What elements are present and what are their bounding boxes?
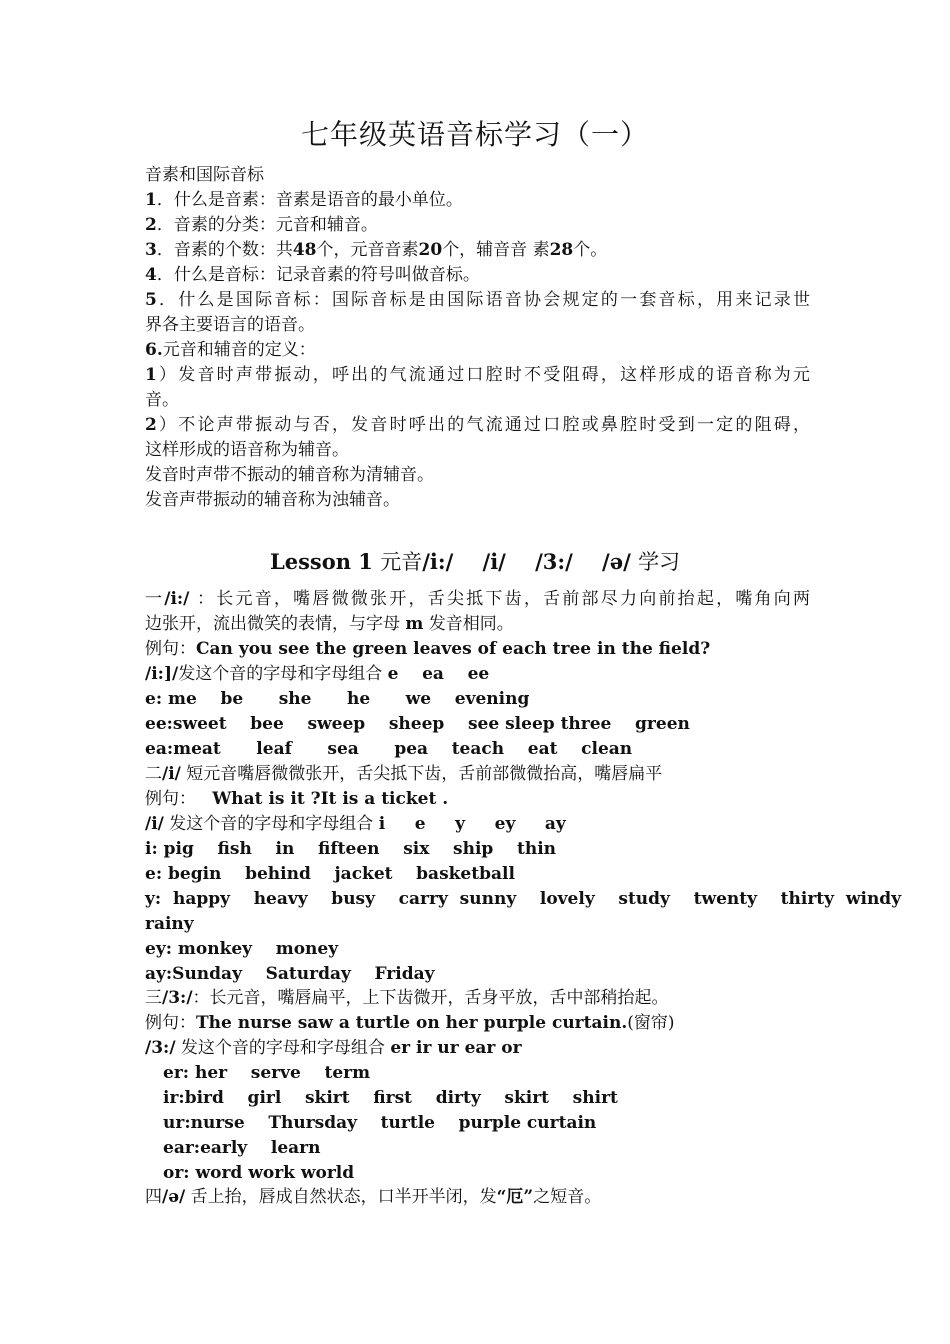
definition-1: 1）发音时声带振动，呼出的气流通过口腔时不受阻碍，这样形成的语音称为元 [145, 365, 810, 385]
intro-item-2: 2．音素的分类：元音和辅音。 [145, 215, 378, 235]
intro-item-4: 4．什么是音标：记录音素的符号叫做音标。 [145, 265, 480, 285]
words-y-cont: rainy [145, 914, 194, 934]
intro-item-5: 5．什么是国际音标：国际音标是由国际语音协会规定的一套音标，用来记录世 [145, 290, 810, 310]
letters-i-long: /i:]/发这个音的字母和字母组合 e ea ee [145, 664, 490, 684]
definition-1-cont: 音。 [145, 390, 179, 410]
letters-i-short: /i/ 发这个音的字母和字母组合 i e y ey ay [145, 814, 566, 834]
voiceless-note: 发音时声带不振动的辅音称为清辅音。 [145, 465, 434, 485]
example-sentence-1: 例句：Can you see the green leaves of each tree in the field? [145, 639, 711, 659]
words-i: i: pig fish in fifteen six ship thin [145, 839, 557, 859]
words-ur: ur:nurse Thursday turtle purple curtain [163, 1113, 597, 1133]
words-er: er: her serve term [163, 1063, 371, 1083]
definition-2-cont: 这样形成的语音称为辅音。 [145, 440, 349, 460]
lesson-heading: Lesson 1 元音/i:/ /i/ /3:/ /ə/ 学习 [269, 549, 681, 574]
definition-2: 2）不论声带振动与否，发音时呼出的气流通过口腔或鼻腔时受到一定的阻碍， [145, 415, 810, 435]
intro-item-6: 6.元音和辅音的定义： [145, 340, 316, 360]
words-y: y: happy heavy busy carry sunny lovely study twenty thirty windy [145, 889, 902, 909]
vowel-schwa-desc: 四/ə/ 舌上抬，唇成自然状态，口半开半闭，发“厄”之短音。 [145, 1187, 602, 1207]
words-ay: ay:Sunday Saturday Friday [145, 964, 435, 984]
words-ea: ea:meat leaf sea pea teach eat clean [145, 739, 633, 759]
intro-heading: 音素和国际音标 [145, 165, 264, 185]
vowel-i-long-desc-cont: 边张开，流出微笑的表情，与字母 m 发音相同。 [145, 614, 514, 634]
words-ey: ey: monkey money [145, 939, 339, 959]
vowel-i-long-desc: 一/i:/ ：长元音，嘴唇微微张开，舌尖抵下齿，舌前部尽力向前抬起，嘴角向两 [145, 589, 811, 609]
vowel-i-short-desc: 二/i/ 短元音嘴唇微微张开，舌尖抵下齿，舌前部微微抬高，嘴唇扁平 [145, 764, 663, 784]
intro-item-3: 3．音素的个数：共48个，元音音素20个，辅音音 素28个。 [145, 240, 608, 260]
words-e-short: e: begin behind jacket basketball [145, 864, 515, 884]
vowel-3-long-desc: 三/3:/：长元音，嘴唇扁平，上下齿微开，舌身平放，舌中部稍抬起。 [145, 988, 669, 1008]
intro-item-1: 1．什么是音素：音素是语音的最小单位。 [145, 190, 463, 210]
letters-3-long: /3:/ 发这个音的字母和字母组合 er ir ur ear or [145, 1038, 522, 1058]
words-ir: ir:bird girl skirt first dirty skirt shirt [163, 1088, 618, 1108]
words-e: e: me be she he we evening [145, 689, 530, 709]
example-sentence-2: 例句： What is it ?It is a ticket . [145, 789, 449, 809]
words-or: or: word work world [163, 1163, 355, 1183]
words-ee: ee:sweet bee sweep sheep see sleep three green [145, 714, 690, 734]
words-ear: ear:early learn [163, 1138, 321, 1158]
example-sentence-3: 例句：The nurse saw a turtle on her purple curtain.(窗帘) [145, 1013, 675, 1033]
page-title: 七年级英语音标学习（一） [300, 118, 649, 151]
voiced-note: 发音声带振动的辅音称为浊辅音。 [145, 490, 400, 510]
intro-item-5-cont: 界各主要语言的语音。 [145, 315, 315, 335]
